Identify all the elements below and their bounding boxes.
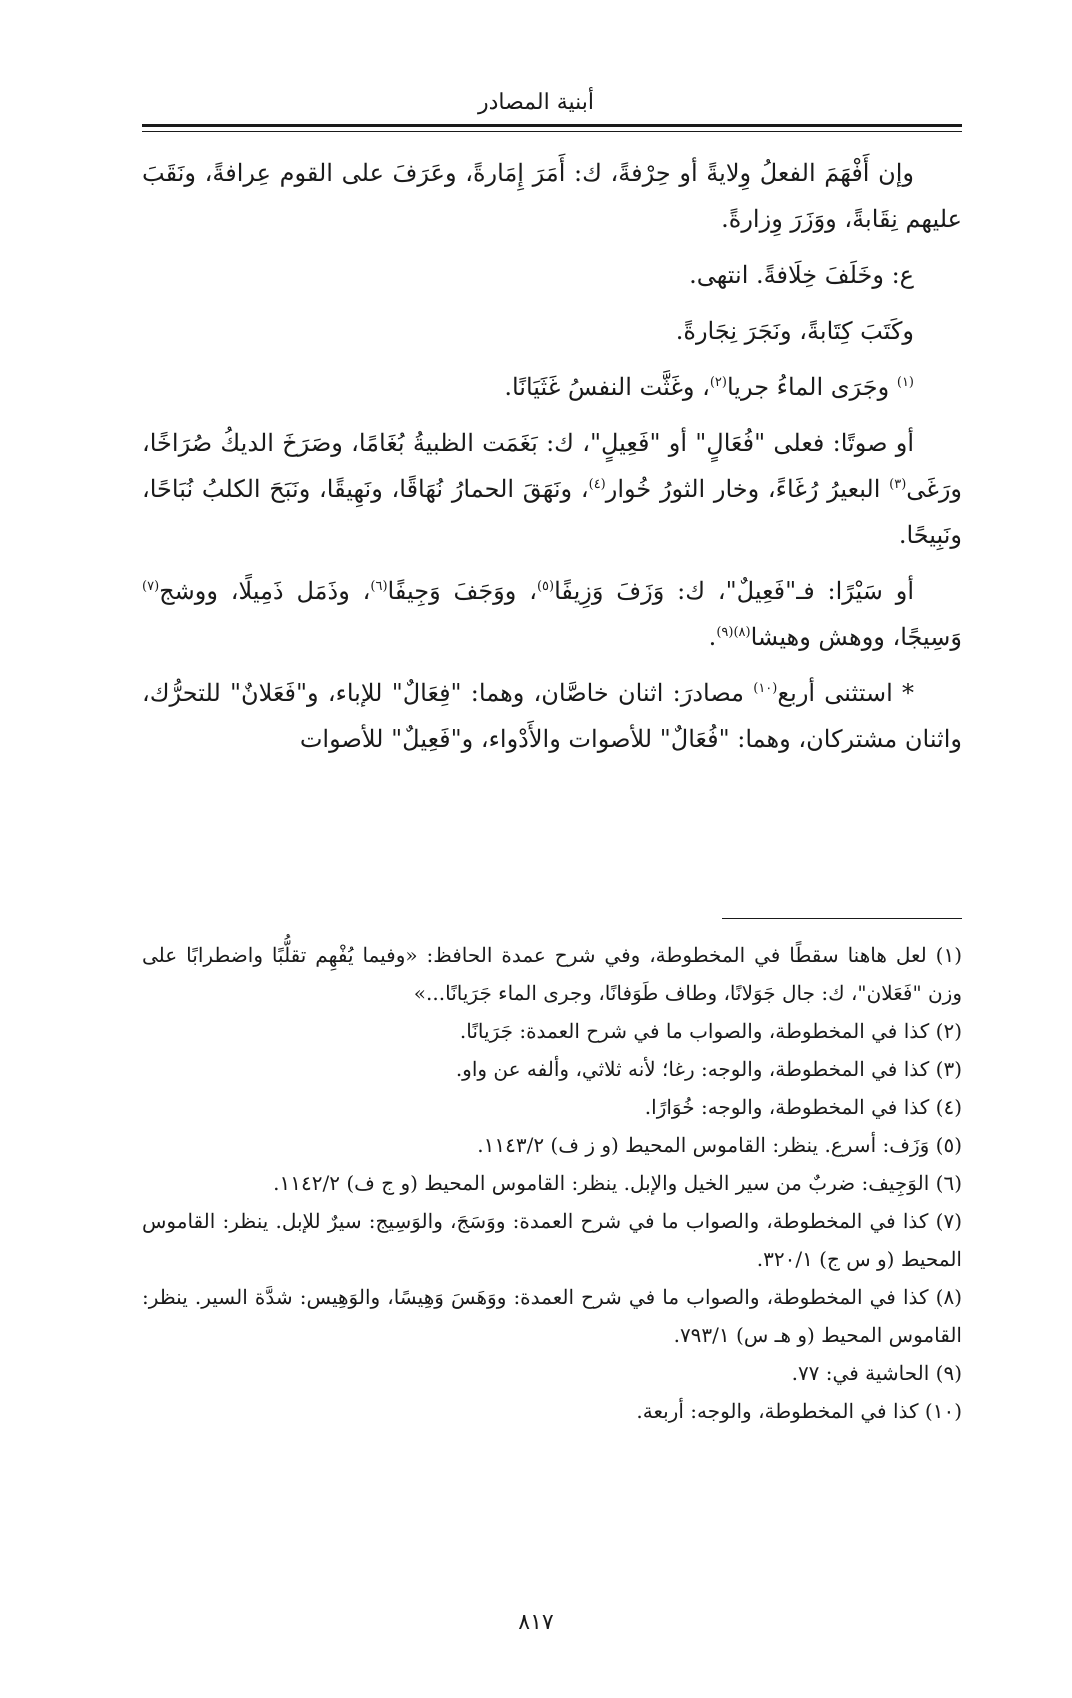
header-rule-thin (142, 131, 962, 132)
footnotes (142, 936, 962, 1430)
footnote-ref: (٣) (889, 477, 907, 492)
paragraph-kitaba: وكَتَبَ كِتَابةً، ونَجَرَ نِجَارةً. (675, 317, 914, 345)
footnote-10: (١٠) كذا في المخطوطة، والوجه: أربعة. (636, 1399, 962, 1423)
paragraph-text: * استثنى أربع (777, 679, 914, 707)
header-rule-thick (142, 124, 962, 127)
footnote-2: (٢) كذا في المخطوطة، والصواب ما في شرح العمدة: جَرَيانًا. (459, 1019, 962, 1043)
footnote-3: (٣) كذا في المخطوطة، والوجه: رغا؛ لأنه ثلاثي، وألفه عن واو. (455, 1057, 962, 1081)
paragraph-text: ، ووَجَفَ وَجِيفًا (387, 577, 537, 605)
paragraph-khilafa: ع: وخَلَفَ خِلَافةً. انتهى. (689, 261, 914, 289)
page-number: ٨١٧ (518, 1610, 554, 1635)
footnote-ref: (٤) (588, 477, 606, 492)
footnote-9: (٩) الحاشية في: ٧٧. (791, 1361, 962, 1385)
footnote-ref: (٢) (709, 375, 727, 390)
paragraph-text: وَسِيجًا، ووهش وهيشا (750, 623, 962, 651)
paragraph-text: مصادرَ: اثنان خاصَّان، وهما: "فِعَالٌ" للإباء، و"فَعَلانٌ" للتحرُّك، واثنان مشتركان، وهما: "فُعَالٌ" للأصوات والأَدْواء، و"فَعِيلٌ" للأصوات (142, 679, 962, 753)
footnote-ref: (٦) (370, 579, 388, 594)
paragraph-jarayan (142, 364, 962, 410)
paragraph-text: ، وذَمَل ذَمِيلًا، ووشج (159, 577, 371, 605)
paragraph-istithna (142, 670, 962, 762)
paragraph-sayr (142, 568, 962, 660)
footnote-8: (٨) كذا في المخطوطة، والصواب ما في شرح العمدة: ووَهَسَ وَهِيسًا، والوَهِيس: شدَّة السير. ينظر: القاموس المحيط (و هـ س) ٧٩٣/١. (142, 1285, 962, 1347)
paragraph-text: ، وغَثَّت النفسُ غَثَيَانًا. (504, 373, 710, 401)
paragraph-text: وجَرَى الماءُ جريا (726, 373, 897, 401)
footnote-5: (٥) وَزَف: أسرع. ينظر: القاموس المحيط (و ز ف) ١١٤٣/٢. (477, 1133, 962, 1157)
paragraph-text: البعيرُ رُغَاءً، وخار الثورُ خُوار (605, 475, 890, 503)
footnote-6: (٦) الوَجِيف: ضربٌ من سير الخيل والإبل. ينظر: القاموس المحيط (و ج ف) ١١٤٢/٢. (273, 1171, 962, 1195)
footnote-ref: (٨)(٩) (716, 625, 751, 640)
paragraph-wilaya: وإن أَفْهَمَ الفعلُ وِلايةً أو حِرْفةً، ك: أَمَرَ إِمَارةً، وعَرَفَ على القوم عِرافةً، ونَقَبَ عليهم نِقَابةً، ووَزَرَ وِزارةً. (142, 159, 962, 233)
paragraph-sawt (142, 420, 962, 558)
footnote-ref: (١) (896, 375, 914, 390)
footnote-ref: (١٠) (753, 681, 778, 696)
running-header-title: أبنية المصادر (477, 90, 595, 115)
footnote-separator (722, 918, 962, 919)
footnote-1: (١) لعل هاهنا سقطًا في المخطوطة، وفي شرح عمدة الحافظ: «وفيما يُفْهِم تقلُّبًا واضطرابًا على وزن "فَعَلان"، ك: جال جَوَلانًا، وطاف طَوَفانًا، وجرى الماء جَرَيانًا...» (142, 943, 962, 1005)
paragraph-text: أو صوتًا: فعلى "فُعَالٍ" أو "فَعِيلٍ"، ك: بَغَمَت الظبيةُ بُغَامًا، وصَرَخَ الديكُ صُرَاخًا، ورَغَى (142, 429, 963, 503)
footnote-ref: (٧) (142, 579, 160, 594)
footnote-ref: (٥) (536, 579, 555, 594)
footnote-4: (٤) كذا في المخطوطة، والوجه: خُوَارًا. (644, 1095, 962, 1119)
main-text (142, 150, 962, 772)
paragraph-text: أو سَيْرًا: فـ"فَعِيلٌ"، ك: وَزَفَ وَزِيفًا (554, 577, 915, 605)
footnote-7: (٧) كذا في المخطوطة، والصواب ما في شرح العمدة: ووَسَجَ، والوَسِيج: سيرٌ للإبل. ينظر: القاموس المحيط (و س ج) ٣٢٠/١. (142, 1209, 962, 1271)
paragraph-text: . (708, 623, 717, 651)
paragraph-text: ، ونَهَقَ الحمارُ نُهَاقًا، ونَهِيقًا، ونَبَحَ الكلبُ نُبَاحًا، ونَبِيحًا. (142, 475, 962, 549)
